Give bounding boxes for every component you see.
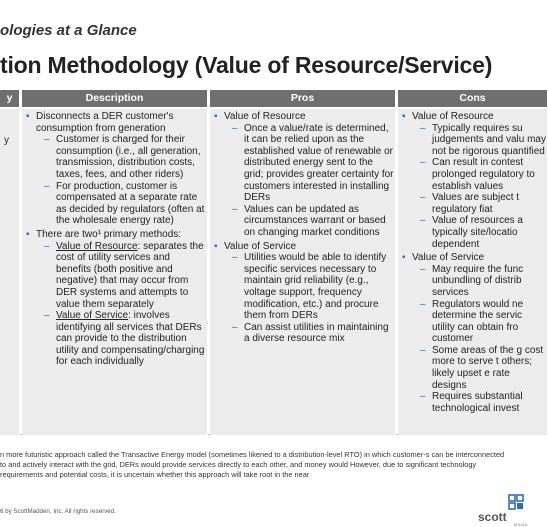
description-method-name: Value of Service xyxy=(56,310,129,322)
cons-bullet-text: Regulators would ne determine the servic utility can obtain fro customer xyxy=(432,298,524,345)
description-bullet xyxy=(22,229,207,241)
description-bullet xyxy=(22,111,207,134)
cons-bullet xyxy=(398,157,547,192)
cell-col0 xyxy=(0,109,20,435)
pros-bullet xyxy=(210,252,395,322)
cons-bullet-text: Value of Service xyxy=(412,252,485,264)
slide-title: tion Methodology (Value of Resource/Service) xyxy=(0,52,493,78)
cons-bullet xyxy=(398,192,547,215)
cons-cell xyxy=(398,109,548,435)
pros-bullet xyxy=(210,322,395,345)
pros-bullet-text: Value of Service xyxy=(224,240,297,252)
cons-bullet-text: May require the func unbundling of distrib services xyxy=(432,263,524,298)
pros-bullet xyxy=(210,111,395,123)
header-description: Description xyxy=(22,90,208,107)
description-bullet-text: : separates the cost of utility services and benefits (both positive and negative) that may occur from DER systems and attempts to value them separately xyxy=(56,240,204,310)
cons-bullet-text: Value of resources a typically site/locatio dependent xyxy=(432,215,523,250)
cons-bullet xyxy=(398,123,547,158)
description-bullet-text: There are two¹ primary methods: xyxy=(36,228,182,240)
cons-bullet xyxy=(398,215,547,250)
description-bullet xyxy=(22,134,207,180)
cons-bullet-text: Value of Resource xyxy=(412,111,494,122)
cons-bullet-text: Typically requires su judgements and valu may not be rigorous quantified xyxy=(432,122,546,157)
pros-bullet xyxy=(210,241,395,253)
header-cons: Cons xyxy=(398,90,548,107)
cons-bullet xyxy=(398,252,547,264)
cons-bullet xyxy=(398,264,547,299)
logo-mark-icon xyxy=(508,494,524,510)
pros-bullet-text: Can assist utilities in maintaining a diverse resource mix xyxy=(244,321,389,345)
pros-bullet xyxy=(210,204,395,239)
cons-bullet xyxy=(398,345,547,391)
cons-bullet xyxy=(398,391,547,414)
description-bullet-text: For production, customer is compensated at a separate rate as decided by regulators (often at the wholesale energy rate) xyxy=(56,180,205,227)
pros-bullet xyxy=(210,123,395,204)
pros-bullet-text: Utilities would be able to identify specific services necessary to maintain grid reliability (e.g., voltage support, frequency modification, etc.) and procure them from DERs xyxy=(244,252,387,322)
cons-bullet-text: Values are subject t regulatory fiat xyxy=(432,192,520,215)
pros-cell xyxy=(210,109,396,435)
description-bullet xyxy=(22,181,207,227)
footnote: n more futuristic approach called the Transactive Energy model (sometimes likened to a distribution-level RTO) in which customer-s can be interconnected to and actively interact with the grid, DERs would provide services directly to each other, and money would However, due to significant technology requirements and potential costs, it is uncertain whether this approach will take root in the near xyxy=(0,450,505,480)
copyright: 6 by ScottMadden, Inc. All rights reserved. xyxy=(0,508,116,515)
logo-text: scott xyxy=(478,510,507,524)
logo-sub: MANA xyxy=(514,522,528,527)
cons-bullet-text: Some areas of the g cost more to serve t others; likely upset e rate designs xyxy=(432,344,544,391)
description-bullet-text: Disconnects a DER customer's consumption from generation xyxy=(36,111,174,134)
pros-bullet-text: Once a value/rate is determined, it can be relied upon as the established value of renewable or distributed energy sent to the grid; provides greater certainty for customers interested in installing DERs xyxy=(244,122,394,204)
header-col0: y xyxy=(0,90,20,107)
scottmadden-logo xyxy=(478,494,538,525)
description-method-name: Value of Resource xyxy=(56,240,138,252)
cons-bullet-text: Requires substantial technological invest xyxy=(432,391,523,414)
slide-subtitle: ologies at a Glance xyxy=(0,22,137,39)
header-pros: Pros xyxy=(210,90,396,107)
description-cell xyxy=(22,109,208,435)
pros-bullet-text: Values can be updated as circumstances warrant or based on changing market conditions xyxy=(244,203,386,238)
comparison-table xyxy=(0,90,546,435)
cons-bullet xyxy=(398,299,547,345)
description-bullet-text: Customer is charged for their consumption (i.e., all generation, transmission, distribution costs, taxes, fees, and other riders) xyxy=(56,134,201,180)
pros-bullet-text: Value of Resource xyxy=(224,111,306,122)
description-bullet-text: : involves identifying all services that DERs can provide to the distribution utility and compensating/charging for each individually xyxy=(56,310,205,368)
description-bullet xyxy=(22,310,207,368)
description-bullet xyxy=(22,241,207,311)
cons-bullet-text: Can result in contest prolonged regulatory to establish values xyxy=(432,157,535,192)
col0-text: y xyxy=(4,135,9,146)
cons-bullet xyxy=(398,111,547,123)
